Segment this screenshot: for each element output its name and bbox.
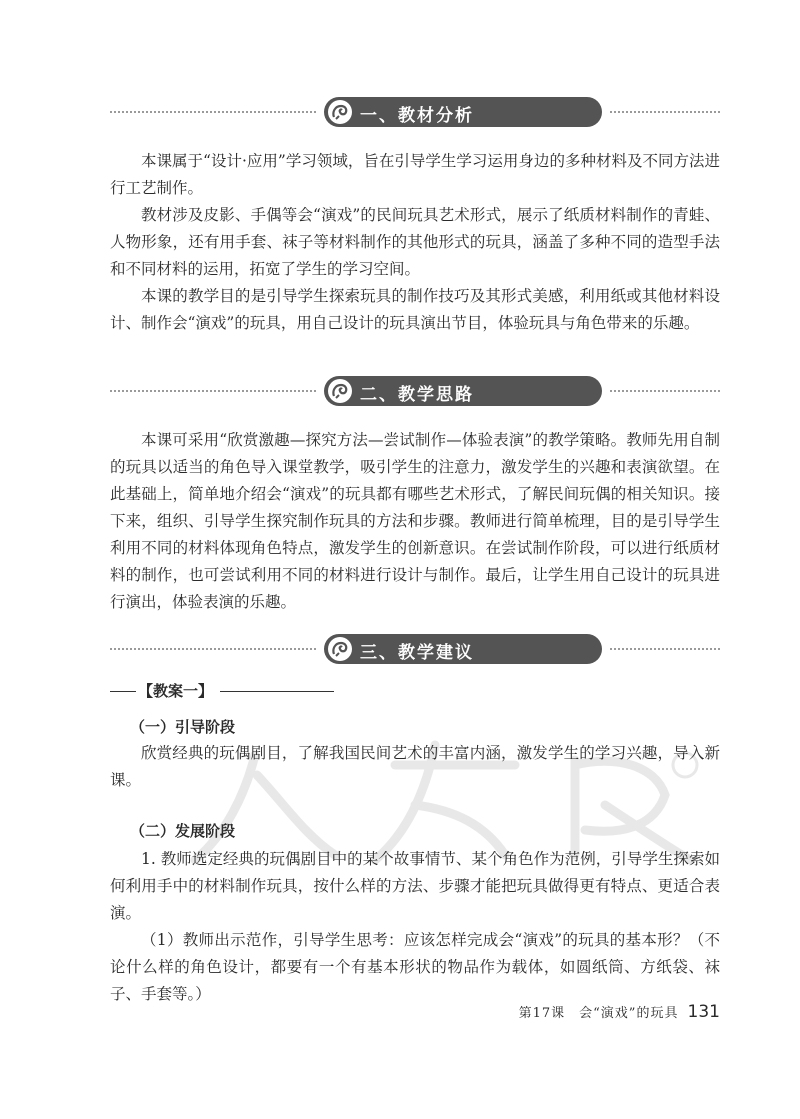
section-title-pill xyxy=(324,634,602,664)
dotted-rule xyxy=(110,390,316,392)
paragraph: 1. 教师选定经典的玩偶剧目中的某个故事情节、某个角色作为范例，引导学生探索如何利用手中的材料制作玩具，按什么样的方法、步骤才能把玩具做得更有特点、更适合表演。 xyxy=(110,850,720,922)
lesson-title: 第17课 会“演戏”的玩具 xyxy=(518,1006,679,1021)
section-title: 一、教材分析 xyxy=(360,106,474,126)
section-title-pill xyxy=(324,97,602,127)
paragraph: 本课可采用“欣赏激趣—探究方法—尝试制作—体验表演”的教学策略。教师先用自制的玩具以适当的角色导入课堂教学，吸引学生的注意力，激发学生的兴趣和表演欲望。在此基础上，简单地介绍会“演戏”的玩具都有哪些艺术形式，了解民间玩偶的相关知识。接下来，组织、引导学生探究制作玩具的方法和步骤。教师进行简单梳理，目的是引导学生利用不同的材料体现角色特点，激发学生的创新意识。在尝试制作阶段，可以进行纸质材料的制作，也可尝试利用不同的材料进行设计与制作。最后，让学生用自己设计的玩具进行演出，体验表演的乐趣。 xyxy=(110,431,720,611)
paragraph: 本课属于“设计·应用”学习领域，旨在引导学生学习运用身边的多种材料及不同方法进行工艺制作。 xyxy=(110,152,720,197)
section-title: 三、教学建议 xyxy=(360,643,474,663)
page-number: 131 xyxy=(687,1002,720,1022)
page-footer xyxy=(470,1002,720,1024)
rule-line xyxy=(110,691,136,692)
case-label: 【教案一】 xyxy=(138,682,214,700)
dotted-rule xyxy=(110,111,316,113)
paragraph: 欣赏经典的玩偶剧目，了解我国民间艺术的丰富内涵，激发学生的学习兴趣，导入新课。 xyxy=(110,744,720,789)
section-title: 二、教学思路 xyxy=(360,385,474,405)
dotted-rule xyxy=(610,390,720,392)
swirl-emblem-icon xyxy=(328,637,352,661)
paragraph: （1）教师出示范作，引导学生思考：应该怎样完成会“演戏”的玩具的基本形？（不论什么样的角色设计，都要有一个有基本形状的物品作为载体，如圆纸筒、方纸袋、袜子、手套等。） xyxy=(110,931,720,1003)
stage-heading: （二）发展阶段 xyxy=(130,822,236,840)
case-title xyxy=(110,680,334,702)
rule-line xyxy=(220,691,334,692)
paragraph: 教材涉及皮影、手偶等会“演戏”的民间玩具艺术形式，展示了纸质材料制作的青蛙、人物形象，还有用手套、袜子等材料制作的其他形式的玩具，涵盖了多种不同的造型手法和不同材料的运用，拓宽了学生的学习空间。 xyxy=(110,206,720,278)
section-header-3 xyxy=(110,634,720,664)
section-title-pill xyxy=(324,376,602,406)
section-header-2 xyxy=(110,376,720,406)
swirl-emblem-icon xyxy=(328,100,352,124)
paragraph: 本课的教学目的是引导学生探索玩具的制作技巧及其形式美感，利用纸或其他材料设计、制作会“演戏”的玩具，用自己设计的玩具演出节目，体验玩具与角色带来的乐趣。 xyxy=(110,287,720,332)
swirl-emblem-icon xyxy=(328,379,352,403)
dotted-rule xyxy=(610,111,720,113)
dotted-rule xyxy=(610,648,720,650)
section-header-1 xyxy=(110,97,720,127)
dotted-rule xyxy=(110,648,316,650)
stage-heading: （一）引导阶段 xyxy=(130,718,236,736)
